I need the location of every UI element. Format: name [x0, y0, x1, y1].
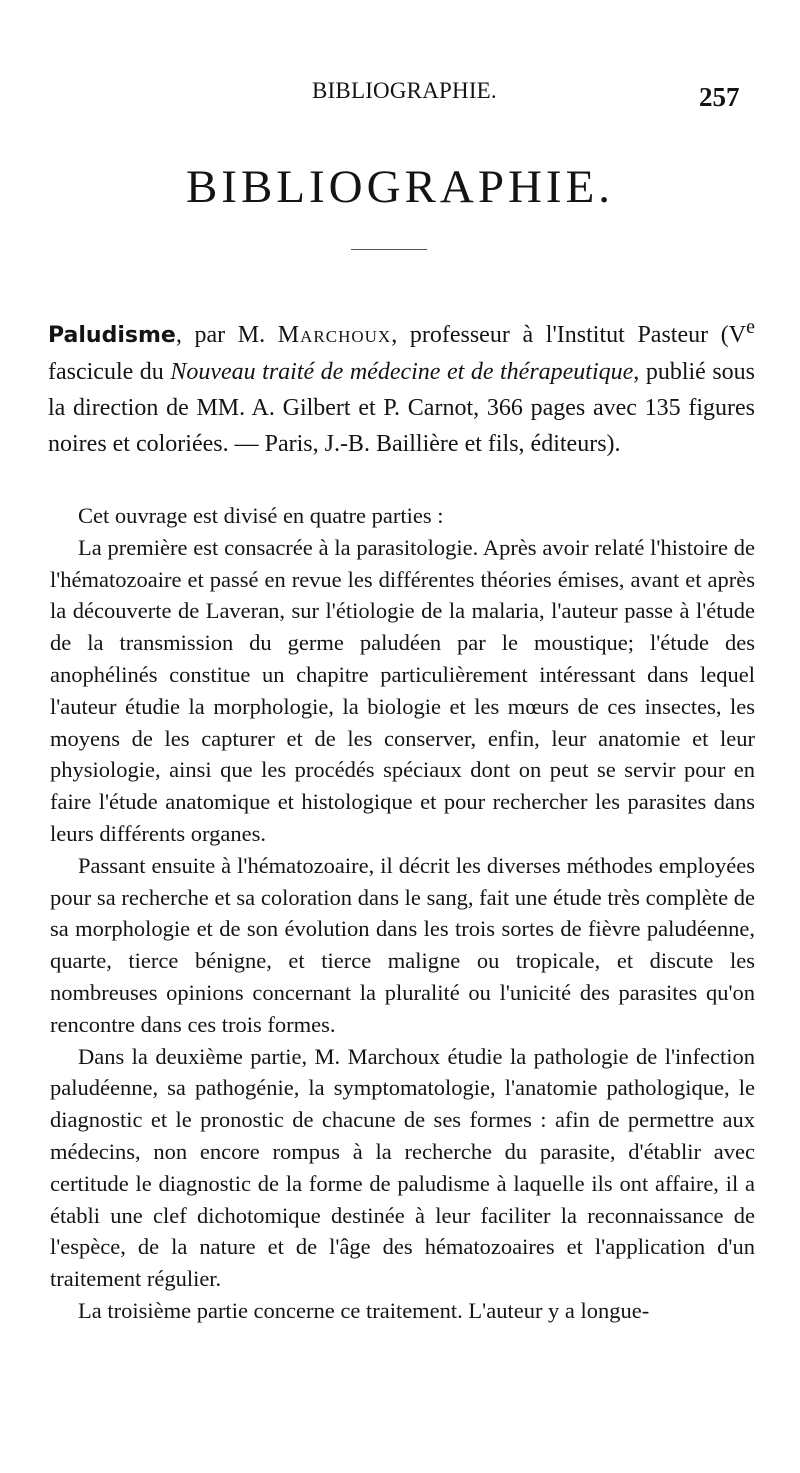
paragraph-part-three: La troisième partie concerne ce traitement. L'auteur y a longue- — [78, 1297, 650, 1323]
paragraph-hematozoaire: Passant ensuite à l'hématozoaire, il décrit les diverses méthodes employées pour sa recherche et sa coloration dans le sang, fait une étude très complète de sa morphologie et de son évolution dans les trois sortes de fièvre paludéenne, quarte, tierce bénigne, et tierce maligne ou tropicale, et discute les nombreuses opinions concernant la pluralité ou l'unicité des parasites qu'on rencontre dans ces trois formes. — [50, 852, 755, 1037]
review-body — [50, 500, 755, 1327]
page-number: 257 — [699, 82, 740, 112]
author-name: Marchoux — [277, 322, 392, 348]
author-prefix: M. — [237, 322, 278, 348]
running-head — [0, 78, 800, 112]
paragraph-intro: Cet ouvrage est divisé en quatre parties : — [78, 503, 444, 528]
paragraph-part-one: La première est consacrée à la parasitologie. Après avoir relaté l'histoire de l'hématozoaire et passé en revue les différentes théories émises, avant et après la découverte de Laveran, sur l'étiologie de la malaria, l'auteur passe à l'étude de la transmission du germe paludéen par le moustique; l'étude des anophélinés constitue un chapitre particulièrement intéressant dans lequel l'auteur étudie la morphologie, la biologie et les mœurs de ces insectes, les moyens de les capturer et de les conserver, enfin, leur anatomie et leur physiologie, ainsi que les procédés spéciaux dont on peut se servir pour en faire l'étude anatomique et histologique et pour rechercher les parasites dans leurs différents organes. — [50, 534, 755, 846]
entry-title: Paludisme — [48, 323, 176, 348]
affiliation: , professeur à l'Institut Pasteur (V — [391, 322, 747, 348]
paragraph-part-two: Dans la deuxième partie, M. Marchoux étudie la pathologie de l'infection paludéenne, sa pathogénie, la symptomatologie, l'anatomie pathologique, le diagnostic et le pronostic de chacune de ses formes : afin de permettre aux médecins, non encore rompus à la recherche du parasite, d'établir avec certitude le diagnostic de la forme de paludisme à laquelle ils ont affaire, il a établi une clef dichotomique destinée à leur faciliter la reconnaissance de l'espèce, de la nature et de l'âge des hématozoaires et l'application d'un traitement régulier. — [50, 1043, 755, 1292]
section-heading: BIBLIOGRAPHIE. — [185, 161, 615, 213]
running-title: BIBLIOGRAPHIE. — [312, 78, 497, 103]
work-title: Nouveau traité de médecine et de thérapeutique — [170, 359, 634, 385]
bibliographic-entry — [48, 309, 755, 462]
heading-rule — [351, 249, 427, 250]
publication-details: , publié sous la direction de MM. A. Gilbert et P. Carnot, 366 pages avec 135 figures noires et coloriées. — Paris, J.-B. Baillière et fils, éditeurs). — [48, 359, 756, 457]
fascicule-text: fascicule du — [48, 359, 171, 385]
superscript: e — [746, 316, 755, 338]
entry-separator: , par — [175, 322, 238, 348]
